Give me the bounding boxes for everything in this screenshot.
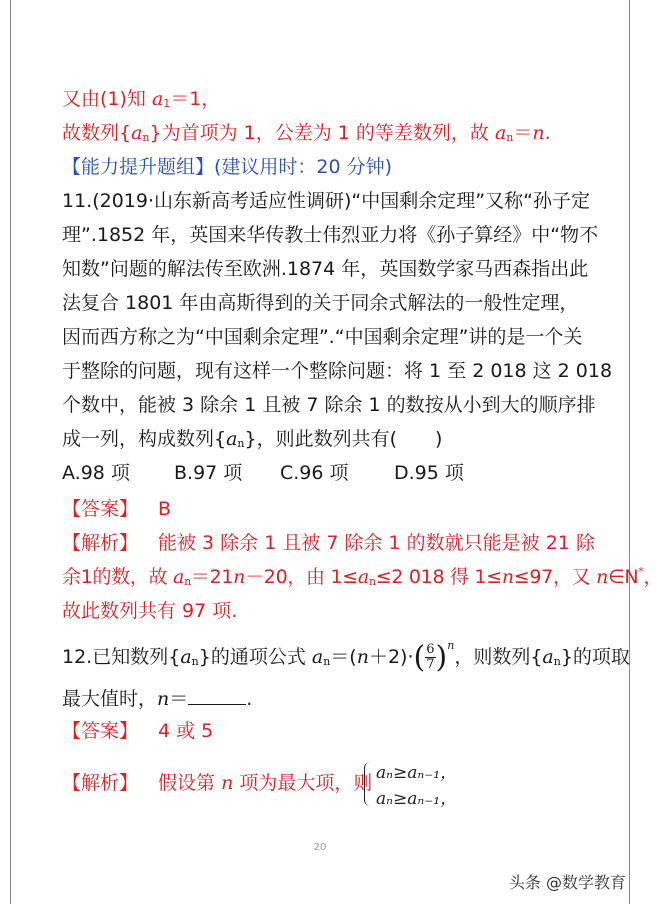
q12-explanation: 【解析】 假设第 n 项为最大项，则 [62, 772, 373, 794]
q11-explanation-2: 余1的数，故 an＝21n－20，由 1≤an≤2 018 得 1≤n≤97，又 n∈N*， [62, 565, 662, 588]
section-heading: 【能力提升题组】(建议用时：20 分钟) [62, 156, 393, 178]
line-2: 故数列{an}为首项为 1，公差为 1 的等差数列，故 an＝n. [62, 122, 551, 144]
q11-line-4: 法复合 1801 年由高斯得到的关于同余式解法的一般性定理， [62, 292, 579, 314]
q11-explanation-1: 【解析】 能被 3 除余 1 且被 7 除余 1 的数就只能是被 21 除 [62, 532, 595, 554]
q11-line-7: 个数中，能被 3 除余 1 且被 7 除余 1 的数按从小到大的顺序排 [62, 394, 596, 416]
q11-explanation-3: 故此数列共有 97 项. [62, 600, 238, 622]
page-number: 20 [313, 842, 327, 853]
q11-line-6: 于整除的问题，现有这样一个整除问题：将 1 至 2 018 这 2 018 [62, 360, 613, 382]
system-brace [364, 762, 373, 806]
q12-answer: 【答案】 4 或 5 [62, 720, 214, 742]
answer-blank [188, 688, 246, 705]
inequality-2: aₙ≥aₙ₋₁， [376, 789, 458, 809]
line-1: 又由(1)知 a1＝1， [62, 88, 221, 110]
q11-line-3: 知数”问题的解法传至欧洲.1874 年，英国数学家马西森指出此 [62, 258, 589, 280]
q11-options [62, 458, 464, 485]
q12-line-1: 12.已知数列{an}的通项公式 an＝(n＋2)·( $\frac{6}{7}$ )$^n$，则数列{an}的项取 [62, 639, 630, 675]
fraction-6-7: $\frac{6}{7}$ [426, 642, 435, 672]
option-c: C.96 项 [280, 462, 349, 484]
option-a: A.98 项 [62, 462, 130, 484]
option-b: B.97 项 [174, 462, 243, 484]
inequality-1: aₙ≥aₙ₋₁， [376, 763, 458, 783]
q11-answer: 【答案】 B [62, 498, 172, 520]
option-d: D.95 项 [394, 462, 464, 484]
q11-line-2: 理”.1852 年，英国来华传教士伟烈亚力将《孙子算经》中“物不 [62, 224, 599, 246]
q11-line-1: 11.(2019·山东新高考适应性调研)“中国剩余定理”又称“孙子定 [62, 190, 590, 212]
q12-line-2: 最大值时，n＝ . [62, 688, 253, 710]
q11-line-8: 成一列，构成数列{an}，则此数列共有( ) [62, 428, 443, 450]
q11-line-5: 因而西方称之为“中国剩余定理”.“中国剩余定理”讲的是一个关 [62, 326, 583, 348]
watermark: 头条 @数学教育 [508, 873, 626, 892]
